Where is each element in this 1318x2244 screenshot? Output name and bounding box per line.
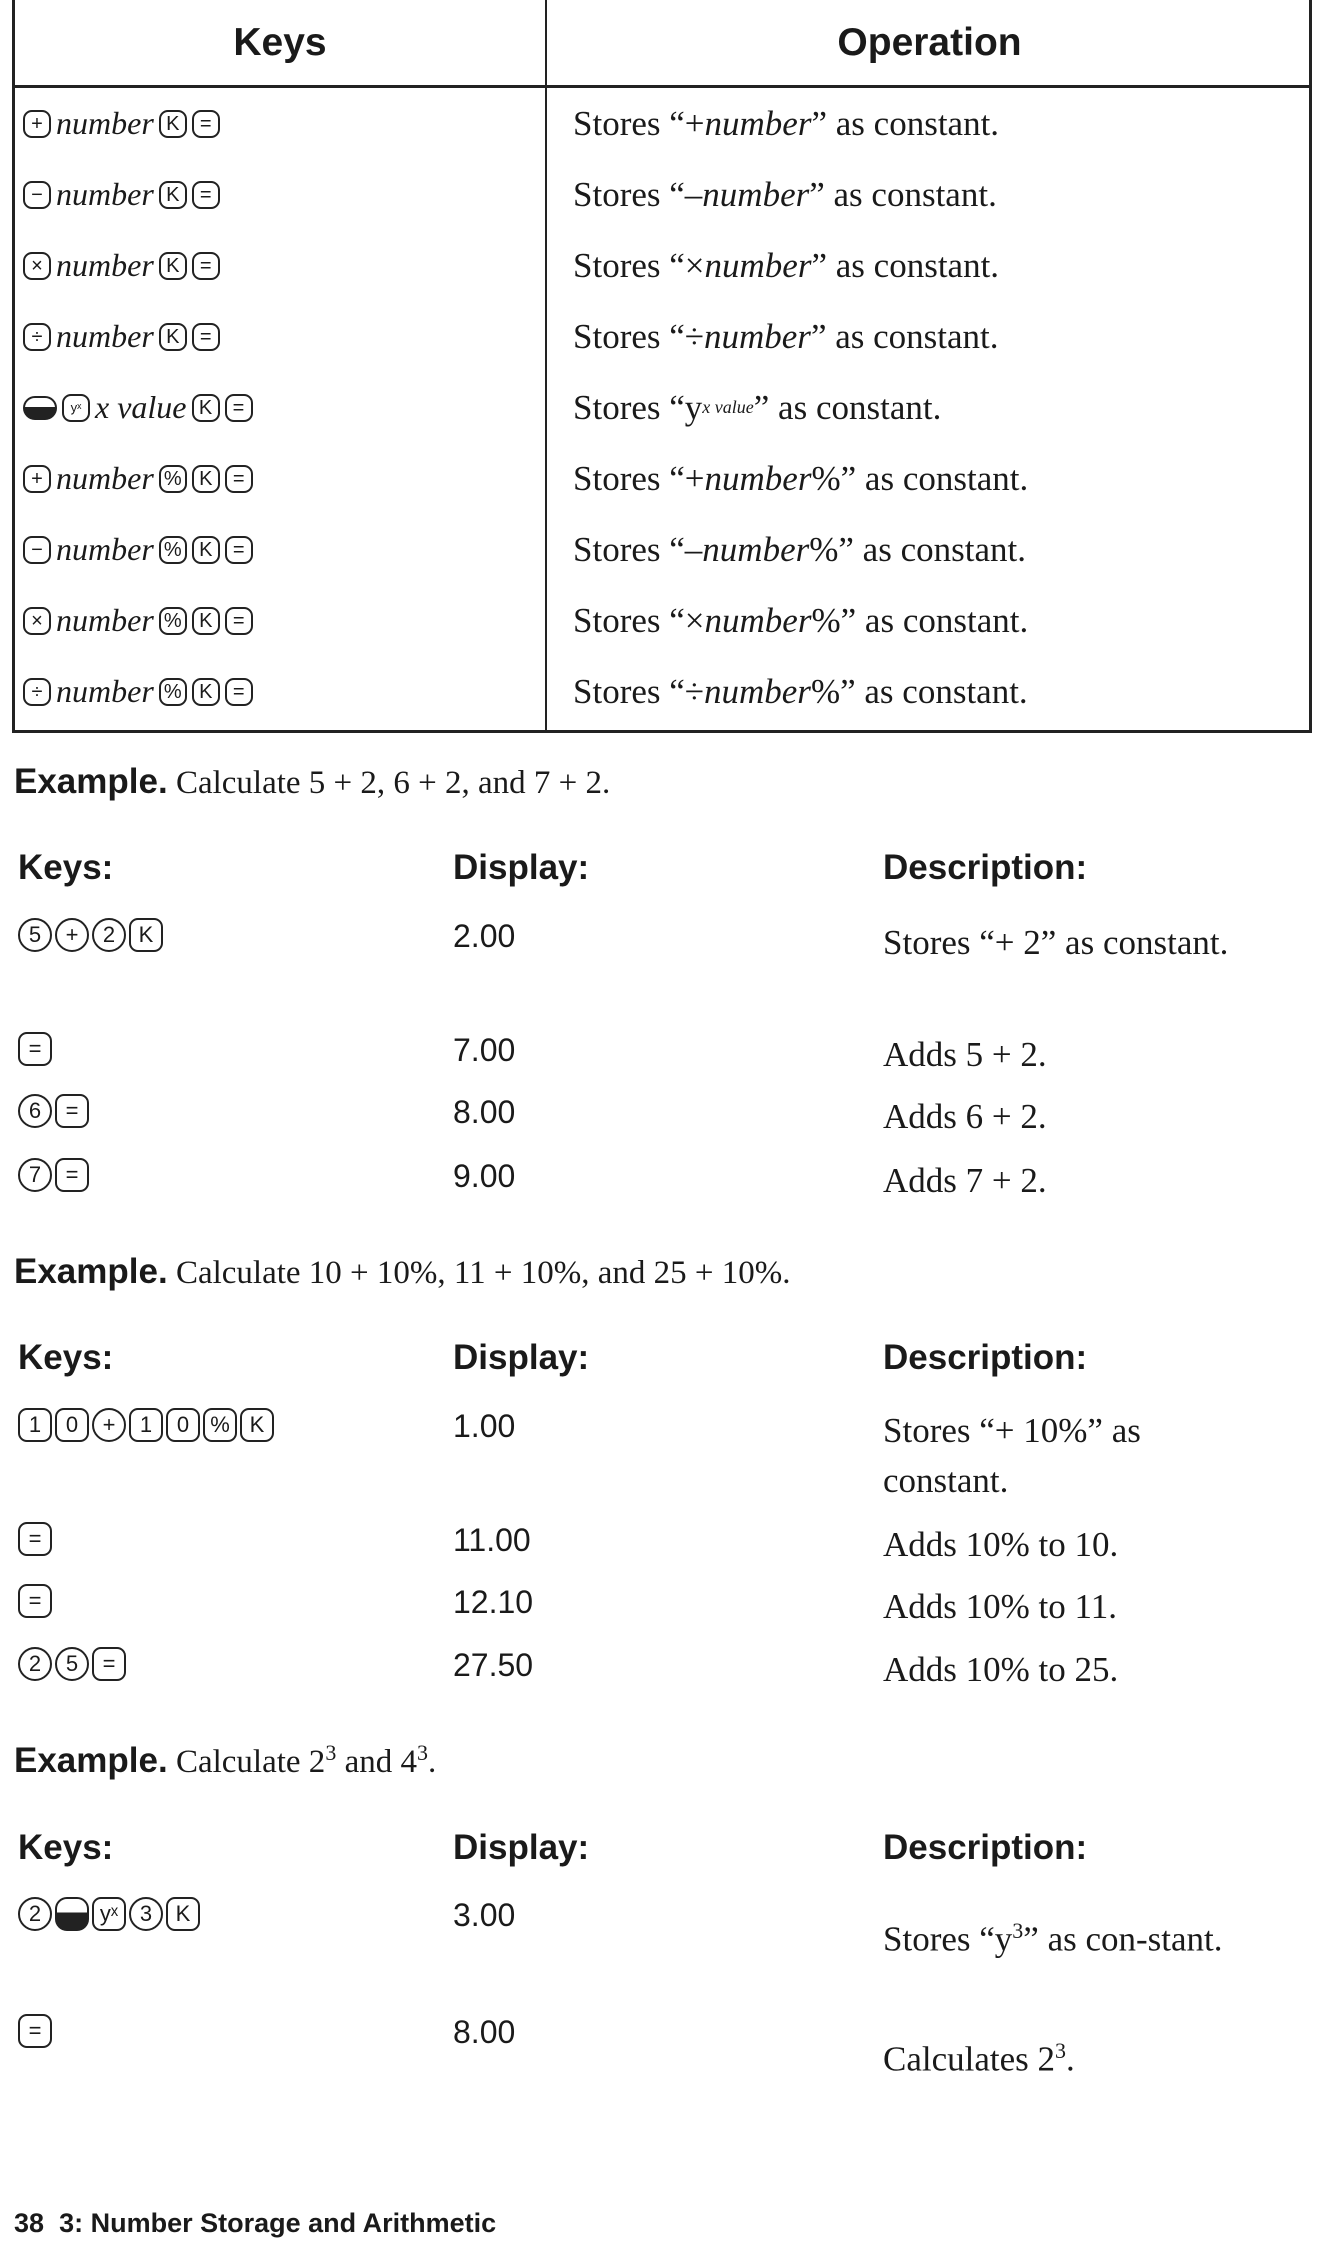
operation-text: Stores “– number ” as constant. bbox=[573, 174, 997, 214]
key-sequence bbox=[23, 301, 223, 372]
display-column-header: Display: bbox=[453, 1828, 590, 1867]
equals-key-icon: = bbox=[192, 181, 220, 209]
table-header bbox=[15, 0, 1309, 88]
table-row bbox=[15, 372, 1309, 443]
example-1-title: Example. Calculate 5 + 2, 6 + 2, and 7 + 2. bbox=[14, 762, 611, 801]
equals-key-icon: = bbox=[18, 1032, 52, 1066]
yx-key-icon: yˣ bbox=[92, 1897, 126, 1931]
display-column-header: Display: bbox=[453, 1338, 590, 1377]
display-value: 12.10 bbox=[453, 1584, 534, 1620]
digit-3-key-icon: 3 bbox=[129, 1897, 163, 1931]
k-key-icon: K bbox=[192, 536, 220, 564]
digit-6-key-icon: 6 bbox=[18, 1094, 52, 1128]
equals-key-icon: = bbox=[225, 678, 253, 706]
example-3-title: Example. Calculate $2^3$ and $4^3$. bbox=[14, 1740, 437, 1780]
display-value: 3.00 bbox=[453, 1897, 516, 1933]
page-footer bbox=[14, 2208, 496, 2239]
key-sequence bbox=[18, 1897, 203, 1931]
table-row bbox=[15, 301, 1309, 372]
keys-column-header: Keys: bbox=[18, 1828, 114, 1867]
table-row bbox=[15, 88, 1309, 159]
key-sequence bbox=[23, 88, 223, 159]
k-key-icon: K bbox=[129, 918, 163, 952]
divide-key-icon: ÷ bbox=[23, 678, 51, 706]
digit-1-key-icon: 1 bbox=[18, 1408, 52, 1442]
operation-text: Stores “× number %” as constant. bbox=[573, 600, 1029, 640]
key-sequence bbox=[18, 1158, 92, 1192]
description-text: Calculates $2^3$. bbox=[883, 2038, 1075, 2079]
keys-column-header: Keys: bbox=[18, 1338, 114, 1377]
display-value: 2.00 bbox=[453, 918, 516, 954]
percent-key-icon: % bbox=[159, 678, 187, 706]
number-word: number bbox=[56, 460, 154, 496]
table-row bbox=[15, 230, 1309, 301]
key-sequence bbox=[23, 372, 256, 443]
k-key-icon: K bbox=[192, 465, 220, 493]
equals-key-icon: = bbox=[225, 536, 253, 564]
equals-key-icon: = bbox=[225, 394, 253, 422]
display-column-header: Display: bbox=[453, 848, 590, 887]
key-sequence bbox=[23, 585, 256, 656]
number-word: number bbox=[56, 602, 154, 638]
display-value: 7.00 bbox=[453, 1032, 516, 1068]
operation-text: Stores “+ number ” as constant. bbox=[573, 103, 1000, 143]
equals-key-icon: = bbox=[55, 1158, 89, 1192]
constants-table bbox=[12, 0, 1312, 733]
digit-7-key-icon: 7 bbox=[18, 1158, 52, 1192]
header-keys: Keys bbox=[233, 20, 327, 64]
example-2-title: Example. Calculate 10 + 10%, 11 + 10%, and 25 + 10%. bbox=[14, 1252, 791, 1291]
k-key-icon: K bbox=[192, 607, 220, 635]
description-text: Adds 5 + 2. bbox=[883, 1035, 1047, 1074]
table-row bbox=[15, 159, 1309, 230]
k-key-icon: K bbox=[159, 252, 187, 280]
description-text: Adds 10% to 10. bbox=[883, 1525, 1119, 1564]
description-text: Stores “+ 2” as constant. bbox=[883, 923, 1229, 962]
page-number: 38 bbox=[14, 2208, 45, 2238]
x-value-word: x value bbox=[95, 389, 187, 425]
digit-5-key-icon: 5 bbox=[18, 918, 52, 952]
number-word: number bbox=[56, 531, 154, 567]
key-sequence bbox=[18, 1522, 55, 1556]
description-text: Stores “$y^3$” as con-stant. bbox=[883, 1918, 1223, 1959]
percent-key-icon: % bbox=[159, 465, 187, 493]
shift-key-icon bbox=[55, 1897, 89, 1931]
k-key-icon: K bbox=[240, 1408, 274, 1442]
operation-text: Stores “÷ number ” as constant. bbox=[573, 316, 999, 356]
equals-key-icon: = bbox=[192, 110, 220, 138]
key-sequence bbox=[23, 514, 256, 585]
operation-text: Stores “y x value ” as constant. bbox=[573, 387, 942, 427]
table-row bbox=[15, 656, 1309, 727]
k-key-icon: K bbox=[159, 110, 187, 138]
minus-key-icon: − bbox=[23, 181, 51, 209]
plus-key-icon: + bbox=[23, 465, 51, 493]
times-key-icon: × bbox=[23, 607, 51, 635]
table-row bbox=[15, 443, 1309, 514]
description-text: Adds 7 + 2. bbox=[883, 1161, 1047, 1200]
number-word: number bbox=[56, 247, 154, 283]
plus-key-icon: + bbox=[23, 110, 51, 138]
percent-key-icon: % bbox=[203, 1408, 237, 1442]
key-sequence bbox=[23, 443, 256, 514]
percent-key-icon: % bbox=[159, 536, 187, 564]
description-text: Adds 6 + 2. bbox=[883, 1097, 1047, 1136]
plus-key-icon: + bbox=[92, 1408, 126, 1442]
table-row bbox=[15, 514, 1309, 585]
digit-1-key-icon: 1 bbox=[129, 1408, 163, 1442]
number-word: number bbox=[56, 105, 154, 141]
display-value: 8.00 bbox=[453, 2014, 516, 2050]
digit-2-key-icon: 2 bbox=[18, 1897, 52, 1931]
digit-2-key-icon: 2 bbox=[92, 918, 126, 952]
description-column-header: Description: bbox=[883, 1338, 1088, 1377]
digit-5-key-icon: 5 bbox=[55, 1647, 89, 1681]
key-sequence bbox=[18, 2014, 55, 2048]
equals-key-icon: = bbox=[225, 607, 253, 635]
percent-key-icon: % bbox=[159, 607, 187, 635]
header-operation: Operation bbox=[837, 20, 1022, 64]
plus-key-icon: + bbox=[55, 918, 89, 952]
table-row bbox=[15, 585, 1309, 656]
operation-text: Stores “÷ number %” as constant. bbox=[573, 671, 1028, 711]
description-column-header: Description: bbox=[883, 1828, 1088, 1867]
key-sequence bbox=[18, 1408, 277, 1442]
operation-text: Stores “× number ” as constant. bbox=[573, 245, 1000, 285]
digit-0-key-icon: 0 bbox=[55, 1408, 89, 1442]
key-sequence bbox=[18, 1094, 92, 1128]
yx-key-icon: yˣ bbox=[62, 394, 90, 422]
divide-key-icon: ÷ bbox=[23, 323, 51, 351]
display-value: 8.00 bbox=[453, 1094, 516, 1130]
chapter-title: 3: Number Storage and Arithmetic bbox=[59, 2208, 497, 2238]
description-text: Stores “+ 10%” as constant. bbox=[883, 1411, 1141, 1500]
number-word: number bbox=[56, 176, 154, 212]
equals-key-icon: = bbox=[225, 465, 253, 493]
times-key-icon: × bbox=[23, 252, 51, 280]
k-key-icon: K bbox=[192, 394, 220, 422]
k-key-icon: K bbox=[192, 678, 220, 706]
display-value: 27.50 bbox=[453, 1647, 534, 1683]
operation-text: Stores “+ number %” as constant. bbox=[573, 458, 1029, 498]
key-sequence bbox=[18, 1584, 55, 1618]
k-key-icon: K bbox=[166, 1897, 200, 1931]
number-word: number bbox=[56, 673, 154, 709]
minus-key-icon: − bbox=[23, 536, 51, 564]
equals-key-icon: = bbox=[18, 2014, 52, 2048]
display-value: 11.00 bbox=[453, 1522, 531, 1558]
display-value: 9.00 bbox=[453, 1158, 516, 1194]
key-sequence bbox=[23, 159, 223, 230]
digit-0-key-icon: 0 bbox=[166, 1408, 200, 1442]
equals-key-icon: = bbox=[92, 1647, 126, 1681]
key-sequence bbox=[23, 656, 256, 727]
keys-column-header: Keys: bbox=[18, 848, 114, 887]
operation-text: Stores “– number %” as constant. bbox=[573, 529, 1026, 569]
description-text: Adds 10% to 25. bbox=[883, 1650, 1119, 1689]
description-text: Adds 10% to 11. bbox=[883, 1587, 1117, 1626]
number-word: number bbox=[56, 318, 154, 354]
equals-key-icon: = bbox=[18, 1522, 52, 1556]
k-key-icon: K bbox=[159, 181, 187, 209]
display-value: 1.00 bbox=[453, 1408, 516, 1444]
digit-2-key-icon: 2 bbox=[18, 1647, 52, 1681]
key-sequence bbox=[18, 918, 166, 952]
k-key-icon: K bbox=[159, 323, 187, 351]
key-sequence bbox=[18, 1647, 129, 1681]
equals-key-icon: = bbox=[18, 1584, 52, 1618]
equals-key-icon: = bbox=[192, 323, 220, 351]
equals-key-icon: = bbox=[55, 1094, 89, 1128]
equals-key-icon: = bbox=[192, 252, 220, 280]
key-sequence bbox=[18, 1032, 55, 1066]
description-column-header: Description: bbox=[883, 848, 1088, 887]
shift-key-icon bbox=[23, 396, 57, 420]
key-sequence bbox=[23, 230, 223, 301]
